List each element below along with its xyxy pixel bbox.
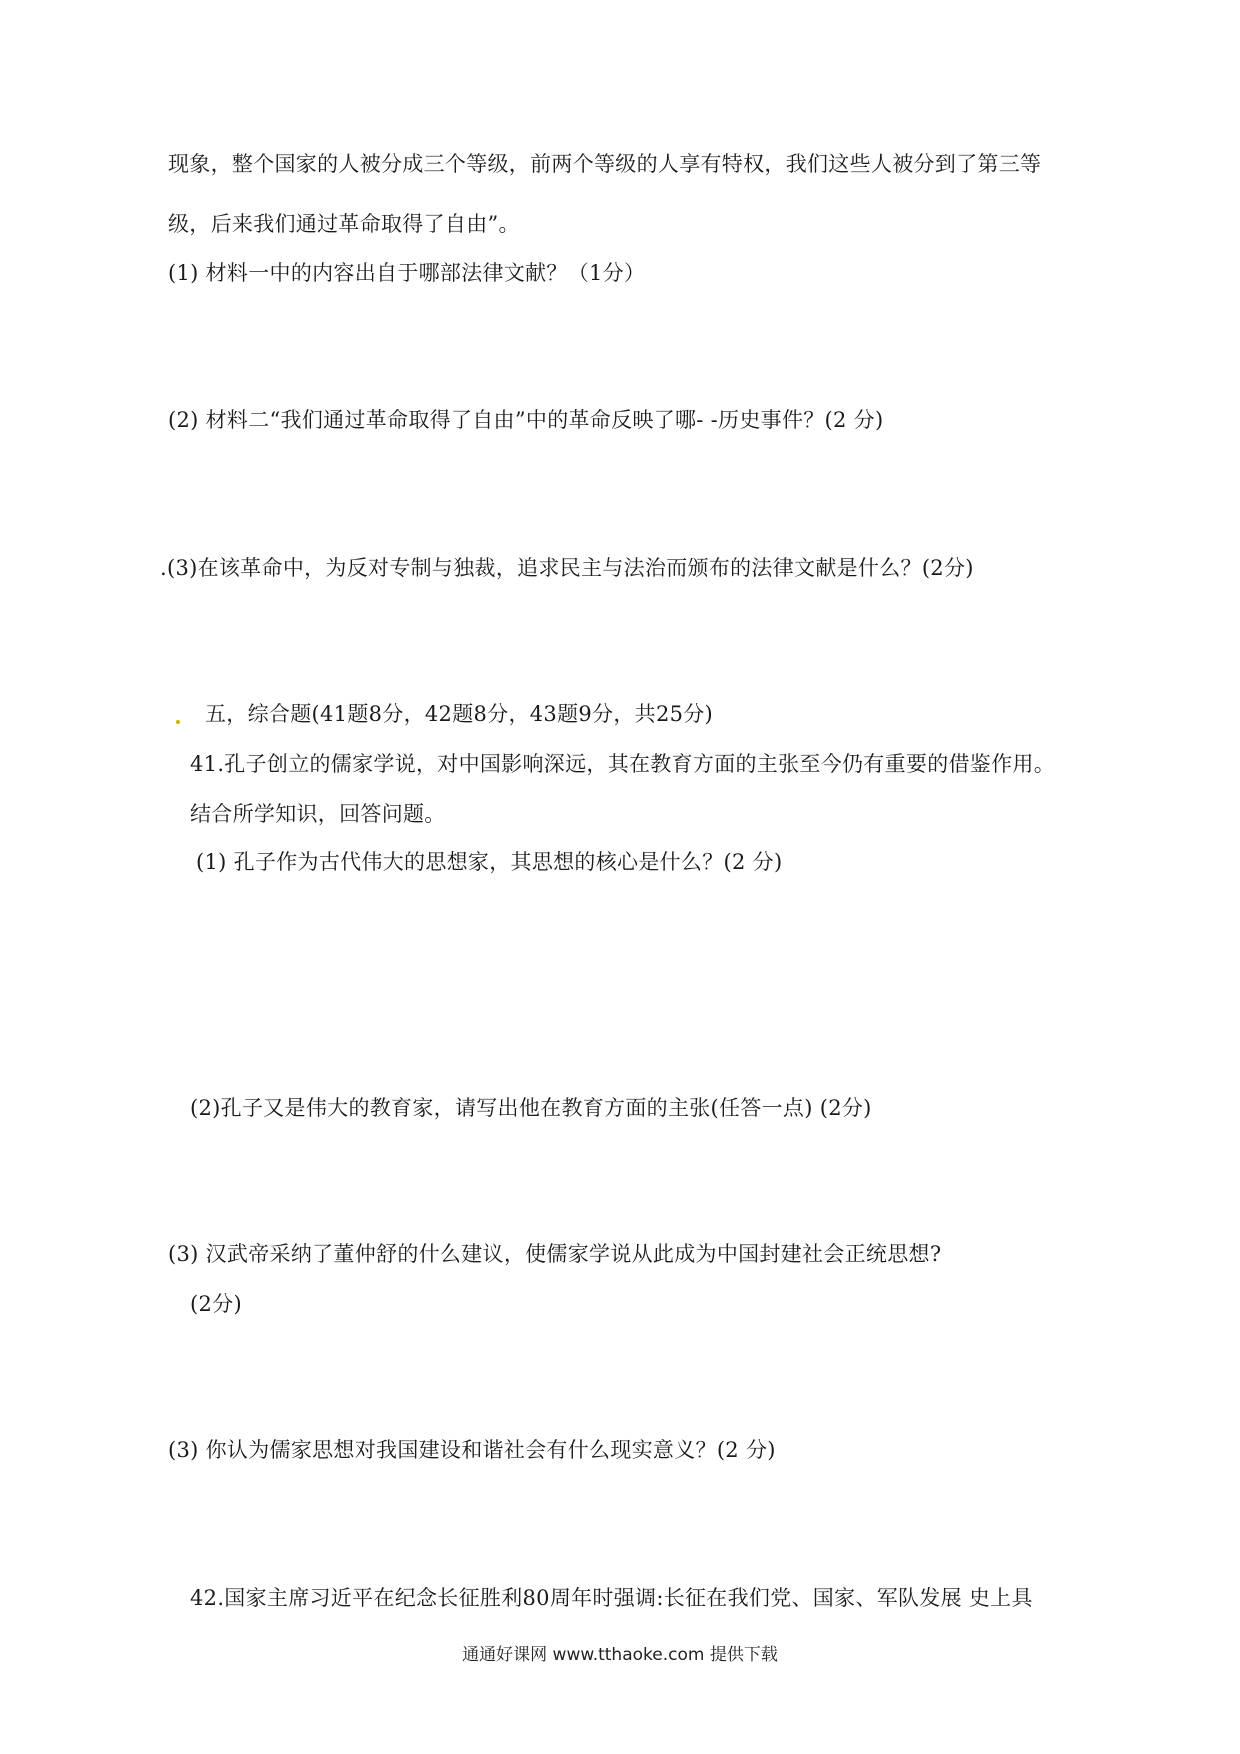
question-41-intro: 41.孔子创立的儒家学说，对中国影响深远，其在教育方面的主张至今仍有重要的借鉴作用。 (190, 752, 1055, 776)
footer-watermark: 通通好课网 www.tthaoke.com 提供下载 (462, 1645, 778, 1665)
question-3: .(3)在该革命中，为反对专制与独裁，追求民主与法治而颁布的法律文献是什么？(2分) (160, 556, 974, 580)
question-1: (1) 材料一中的内容出自于哪部法律文献？（1分） (168, 261, 646, 285)
section-heading: 五，综合题(41题8分，42题8分，43题9分，共25分) (205, 702, 714, 726)
scan-speck (176, 720, 180, 724)
question-41-3: (3) 汉武帝采纳了董仲舒的什么建议，使儒家学说从此成为中国封建社会正统思想? (168, 1242, 942, 1266)
question-2: (2) 材料二“我们通过革命取得了自由”中的革命反映了哪- -历史事件？(2 分) (168, 408, 884, 432)
question-41-1: (1) 孔子作为古代伟大的思想家，其思想的核心是什么？(2 分) (196, 850, 783, 874)
question-41-4: (3) 你认为儒家思想对我国建设和谐社会有什么现实意义？(2 分) (168, 1438, 776, 1462)
question-41-3-score: (2分) (190, 1292, 242, 1316)
text-line-1: 现象，整个国家的人被分成三个等级，前两个等级的人享有特权，我们这些人被分到了第三等 (168, 152, 1042, 176)
question-41-instruction: 结合所学知识，回答问题。 (190, 802, 446, 826)
text-line-2: 级，后来我们通过革命取得了自由”。 (168, 212, 520, 236)
question-42-intro: 42.国家主席习近平在纪念长征胜利80周年时强调:长征在我们党、国家、军队发展 史上具 (190, 1586, 1033, 1610)
question-41-2: (2)孔子又是伟大的教育家，请写出他在教育方面的主张(任答一点) (2分) (190, 1096, 872, 1120)
